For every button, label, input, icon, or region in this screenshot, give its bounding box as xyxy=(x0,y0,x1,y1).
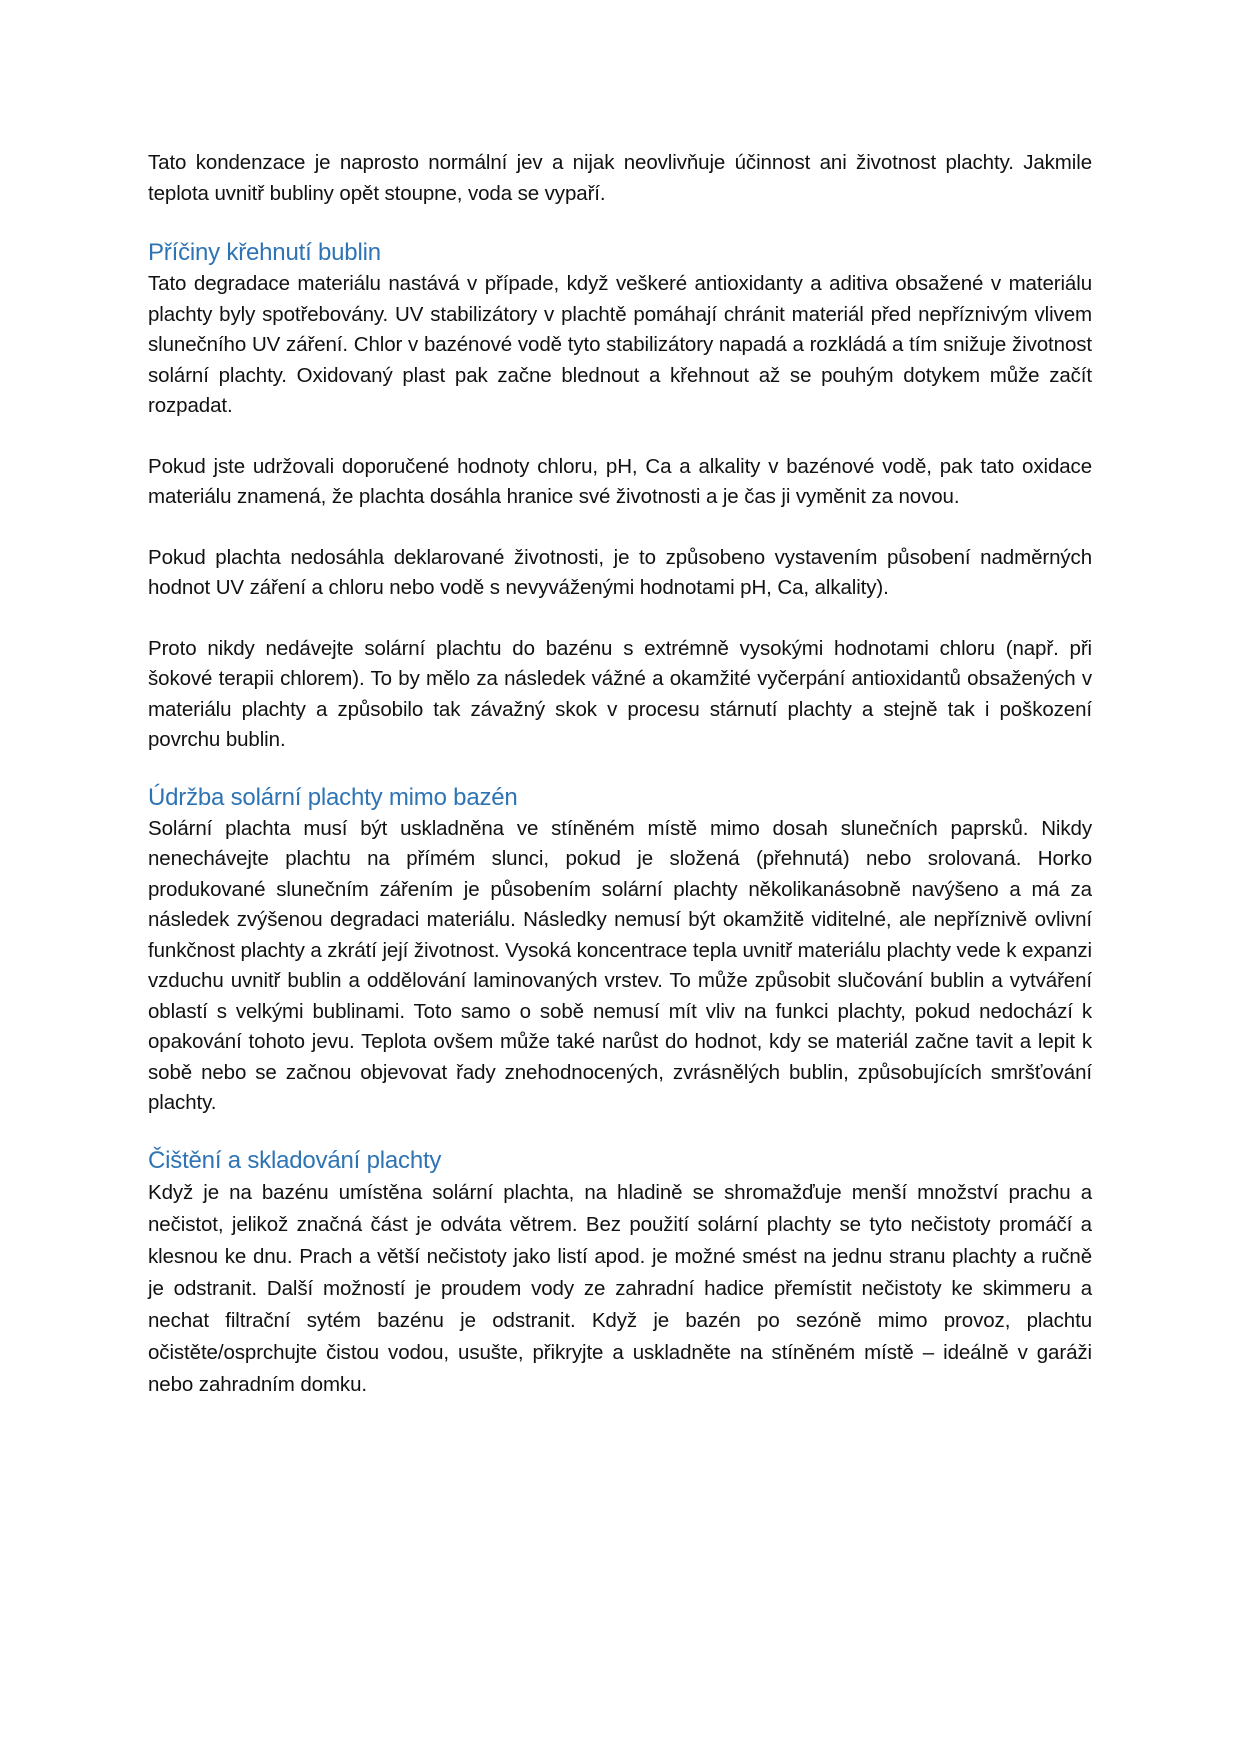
paragraph: Proto nikdy nedávejte solární plachtu do bazénu s extrémně vysokými hodnotami chloru (např. při šokové terapii chlorem). To by mělo za následek vážné a okamžité vyčerpání antioxidantů obsažených v materiálu plachty a způsobilo tak závažný skok v procesu stárnutí plachty a stejně tak i poškození povrchu bublin. xyxy=(148,636,1092,751)
section-heading: Čištění a skladování plachty xyxy=(148,1146,442,1174)
section-cleaning-storage xyxy=(148,1145,1092,1401)
section-maintenance-outside-pool xyxy=(148,782,1092,1119)
paragraph: Pokud jste udržovali doporučené hodnoty chloru, pH, Ca a alkality v bazénové vodě, pak tato oxidace materiálu znamená, že plachta dosáhla hranice své životnosti a je čas ji vyměnit za novou. xyxy=(148,454,1092,508)
section-heading: Údržba solární plachty mimo bazén xyxy=(148,783,518,811)
paragraph: Když je na bazénu umístěna solární plachta, na hladině se shromažďuje menší množství prachu a nečistot, jelikož značná část je odváta větrem. Bez použití solární plachty se tyto nečistoty promáčí a klesnou ke dnu. Prach a větší nečistoty jako listí apod. je možné smést na jednu stranu plachty a ručně je odstranit. Další možností je proudem vody ze zahradní hadice přemístit nečistoty ke skimmeru a nechat filtrační sytém bazénu je odstranit. Když je bazén po sezóně mimo provoz, plachtu očistěte/osprchujte čistou vodou, usušte, přikryjte a uskladněte na stíněném místě – ideálně v garáži nebo zahradním domku. xyxy=(148,1180,1092,1396)
paragraph: Pokud plachta nedosáhla deklarované životnosti, je to způsobeno vystavením působení nadměrných hodnot UV záření a chloru nebo vodě s nevyváženými hodnotami pH, Ca, alkality). xyxy=(148,545,1092,599)
section-heading: Příčiny křehnutí bublin xyxy=(148,239,381,266)
paragraph: Tato degradace materiálu nastává v případe, když veškeré antioxidanty a aditiva obsažené v materiálu plachty byly spotřebovány. UV stabilizátory v plachtě pomáhají chránit materiál před nepříznivým vlivem slunečního UV záření. Chlor v bazénové vodě tyto stabilizátory napadá a rozkládá a tím snižuje životnost solární plachty. Oxidovaný plast pak začne blednout a křehnout až se pouhým dotykem může začít rozpadat. xyxy=(148,272,1092,417)
paragraph-gap xyxy=(148,604,1092,634)
paragraph-gap xyxy=(148,513,1092,543)
paragraph-gap xyxy=(148,422,1092,452)
paragraph: Solární plachta musí být uskladněna ve stíněném místě mimo dosah slunečních paprsků. Nikdy nenechávejte plachtu na přímém slunci, pokud je složená (přehnutá) nebo srolovaná. Horko produkované slunečním zářením je působením solární plachty několikanásobně navýšeno a má za následek zvýšenou degradaci materiálu. Následky nemusí být okamžitě viditelné, ale nepříznivě ovlivní funkčnost plachty a zkrátí její životnost. Vysoká koncentrace tepla uvnitř materiálu plachty vede k expanzi vzduchu uvnitř bublin a oddělování laminovaných vrstev. To může způsobit slučování bublin a vytváření oblastí s velkými bublinami. Toto samo o sobě nemusí mít vliv na funkci plachty, pokud nedochází k opakování tohoto jevu. Teplota ovšem může také narůst do hodnot, kdy se materiál začne tavit a lepit k sobě nebo se začnou objevovat řady znehodnocených, zvrásnělých bublin, způsobujících smršťování plachty. xyxy=(148,816,1092,1114)
intro-paragraph: Tato kondenzace je naprosto normální jev a nijak neovlivňuje účinnost ani životnost plachty. Jakmile teplota uvnitř bubliny opět stoupne, voda se vypaří. xyxy=(148,151,1092,205)
section-brittle-bubbles xyxy=(148,237,1092,756)
document-page xyxy=(148,148,1092,1401)
